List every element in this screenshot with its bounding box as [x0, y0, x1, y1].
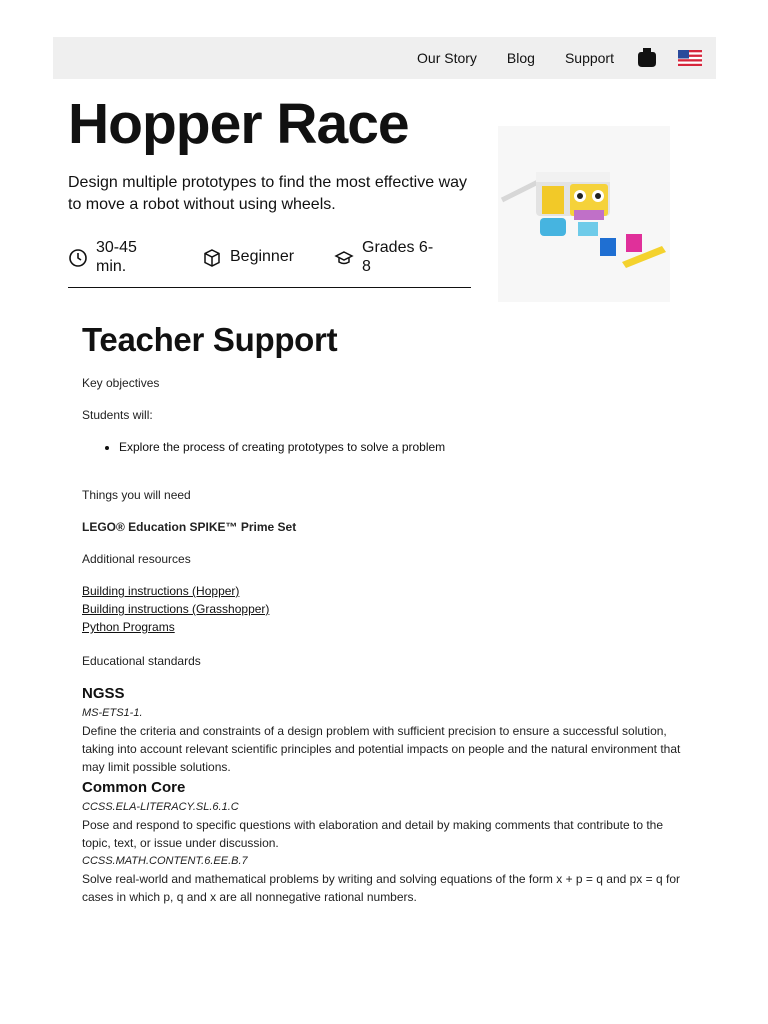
ela-standard-code: CCSS.ELA-LITERACY.SL.6.1.C — [82, 801, 239, 813]
ngss-heading: NGSS — [82, 685, 125, 702]
things-needed-label: Things you will need — [82, 488, 191, 502]
ngss-text: Define the criteria and constraints of a design problem with sufficient precision to ensure a successful solution, taking into account relevant scientific principles and potential impacts on people and the natural environment that may limit possible solutions. — [82, 724, 681, 774]
duration-info — [68, 238, 156, 276]
activity-description: Design multiple prototypes to find the most effective way to move a robot without using wheels. — [68, 174, 468, 213]
link-python-programs[interactable]: Python Programs — [82, 620, 175, 634]
resources-label: Additional resources — [82, 552, 191, 566]
resources-links — [82, 582, 692, 636]
objectives-list — [119, 438, 692, 456]
teacher-support-title: Teacher Support — [82, 321, 338, 358]
link-building-instructions-grasshopper[interactable]: Building instructions (Grasshopper) — [82, 602, 270, 616]
top-navigation-bar — [53, 37, 716, 79]
difficulty-text: Beginner — [230, 248, 295, 265]
page-title: Hopper Race — [68, 92, 409, 156]
nav-blog[interactable]: Blog — [506, 50, 535, 66]
nav-support[interactable]: Support — [564, 50, 614, 66]
common-core-heading: Common Core — [82, 779, 186, 796]
objective-item: • Explore the process of creating prototypes to solve a problem — [119, 438, 692, 456]
nav-our-story[interactable]: Our Story — [417, 50, 477, 66]
activity-meta — [68, 238, 471, 288]
math-standard-code: CCSS.MATH.CONTENT.6.EE.B.7 — [82, 855, 248, 867]
main-nav — [387, 37, 702, 79]
teacher-support-section — [82, 318, 692, 906]
grade-text: Grades 6-8 — [362, 239, 434, 275]
box-icon — [202, 248, 222, 268]
key-objectives-label: Key objectives — [82, 376, 160, 390]
students-will-label: Students will: — [82, 408, 153, 422]
clock-icon — [68, 248, 88, 268]
math-standard-text: Solve real-world and mathematical problems by writing and solving equations of the form x + p = q and px = q for cases in which p, q and x are all nonnegative rational numbers. — [82, 872, 680, 904]
grade-info — [334, 238, 438, 276]
graduation-cap-icon — [334, 248, 354, 268]
ela-standard-text: Pose and respond to specific questions with elaboration and detail by making comments that contribute to the topic, text, or issue under discussion. — [82, 818, 664, 850]
ngss-code: MS-ETS1-1. — [82, 707, 143, 719]
us-flag-icon[interactable] — [678, 50, 702, 66]
set-name: LEGO® Education SPIKE™ Prime Set — [82, 520, 297, 534]
lego-head-icon[interactable] — [638, 49, 656, 67]
standards-label: Educational standards — [82, 654, 201, 668]
difficulty-info — [202, 238, 294, 268]
link-building-instructions-hopper[interactable]: Building instructions (Hopper) — [82, 584, 240, 598]
hopper-robot-image — [498, 126, 670, 302]
duration-text: 30-45 min. — [96, 239, 137, 275]
